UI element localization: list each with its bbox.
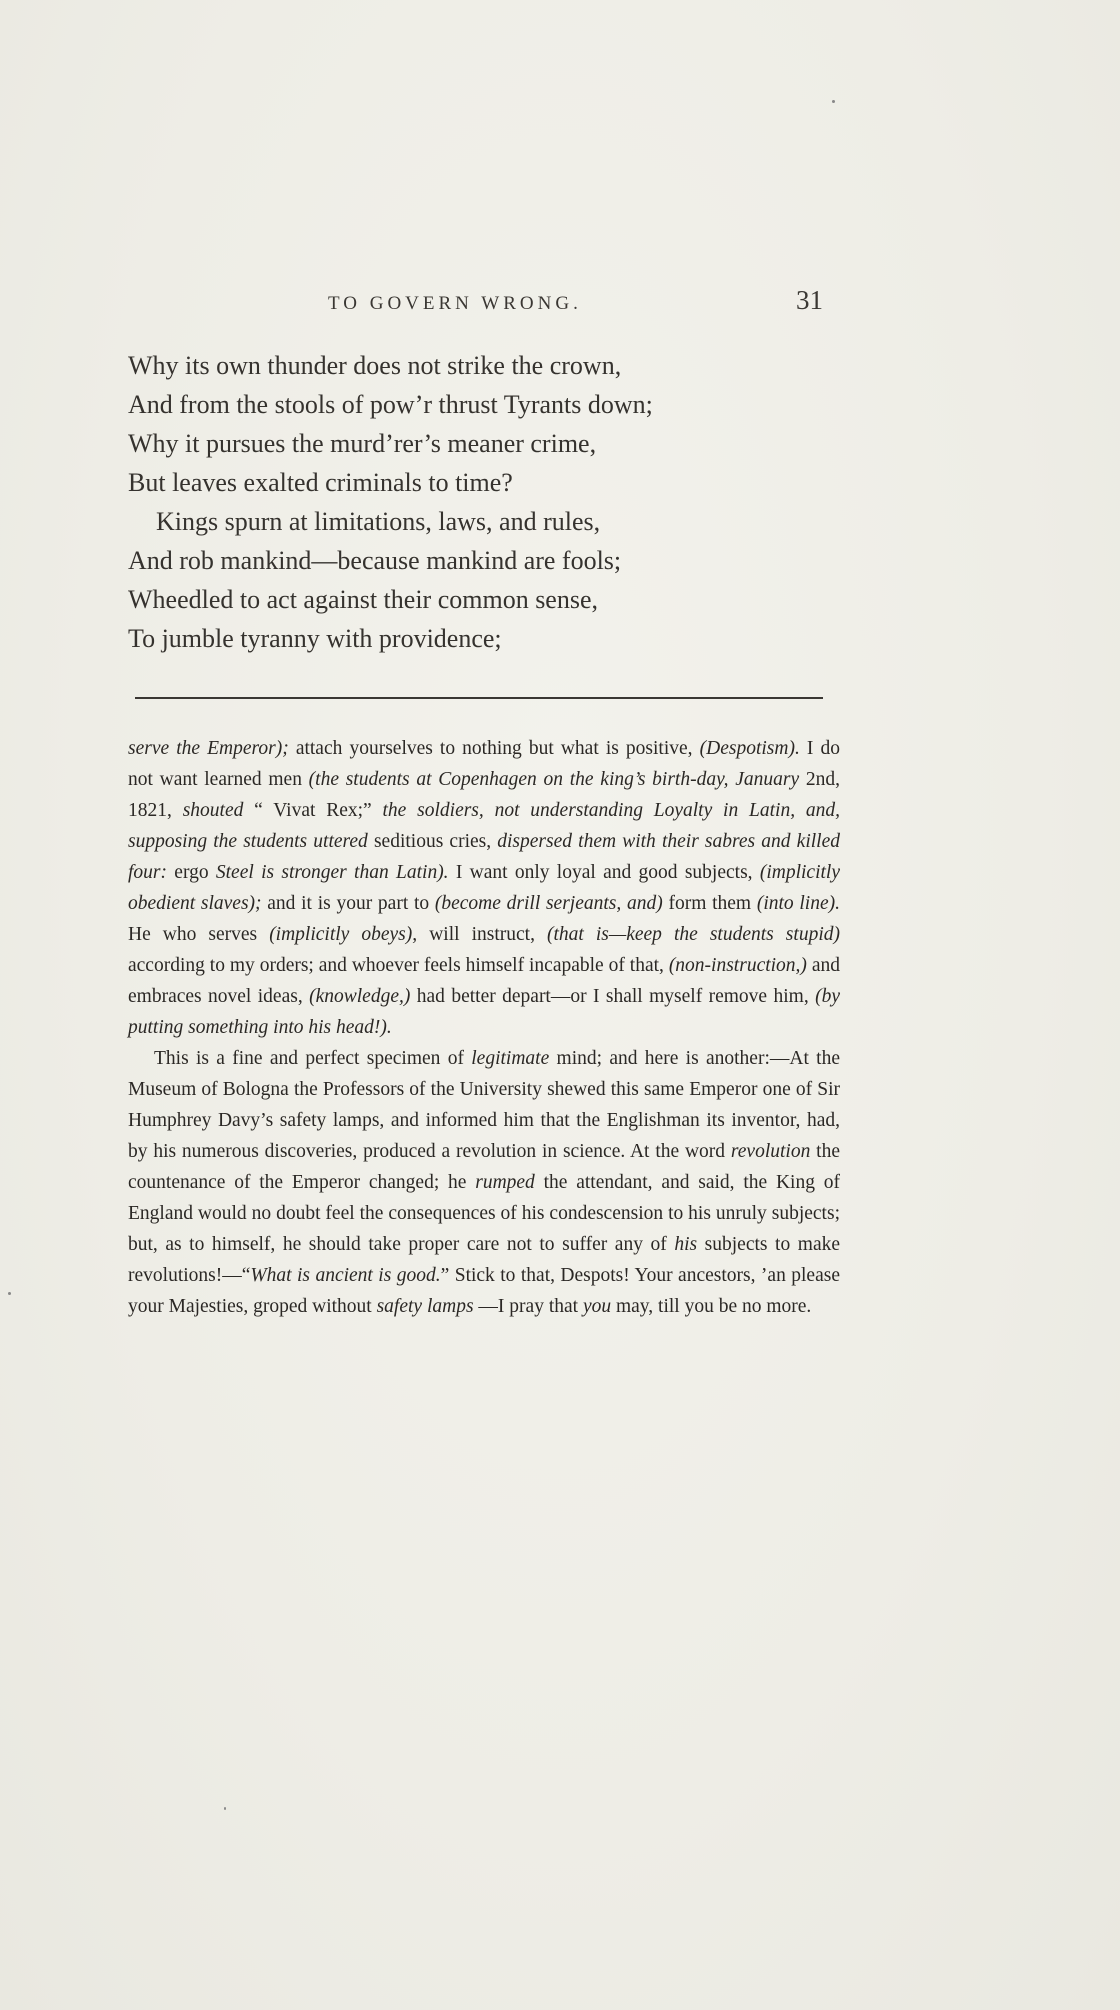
footnote-run: his <box>674 1234 698 1255</box>
footnote-run: the soldiers, not understanding Loyalty in Latin, and, supposing the students uttered <box>128 800 840 852</box>
verse-line: And rob mankind—because mankind are fools; <box>128 546 622 575</box>
footnote-run: legitimate <box>471 1048 550 1069</box>
verse-line: Wheedled to act against their common sense, <box>128 585 599 614</box>
footnote-run: (Despotism). <box>699 738 800 759</box>
scan-speck <box>224 1807 226 1810</box>
footnote-run: (knowledge,) <box>309 986 411 1007</box>
verse-block <box>128 346 848 658</box>
footnote-run: 2nd, 1821, <box>128 769 841 821</box>
footnote-run: had better depart—or I shall myself remove him, <box>410 986 816 1007</box>
footnote-run: “ Vivat Rex;” <box>243 800 383 821</box>
footnote-run: will instruct, <box>417 924 547 945</box>
footnote-run: the countenance of the Emperor changed; he <box>128 1141 840 1193</box>
verse-line: To jumble tyranny with providence; <box>128 624 502 653</box>
footnote-paragraph-2 <box>128 1043 840 1322</box>
footnote-run: may, till you be no more. <box>611 1296 812 1317</box>
footnote-run: (the students at Copenhagen on the king’s birth-day, January <box>308 769 800 790</box>
footnote-run: revolution <box>730 1141 811 1162</box>
footnote-run: I do not want learned men <box>128 738 841 790</box>
verse-line: Why its own thunder does not strike the crown, <box>128 351 622 380</box>
footnote-run: He who serves <box>128 924 270 945</box>
footnote-run: form them <box>662 893 757 914</box>
footnote-run: This is a fine and perfect specimen of <box>154 1048 472 1069</box>
footnote-run: —I pray that <box>473 1296 583 1317</box>
scan-speck <box>832 100 835 103</box>
footnote-run: (become drill serjeants, and) <box>434 893 663 914</box>
footnote-run: the attendant, and said, the King of England would no doubt feel the consequences of his condescension to his unruly subjects; but, as to himself, he should take proper care not to suffer any of <box>128 1172 840 1255</box>
footnote-run: (non-instruction,) <box>668 955 807 976</box>
page-header <box>128 285 823 325</box>
footnote-run: (by putting something into his head!). <box>128 986 841 1038</box>
footnote-run: and it is your part to <box>261 893 435 914</box>
verse-line: Why it pursues the murd’rer’s meaner crime, <box>128 429 597 458</box>
footnote-run: serve the Emperor); <box>128 738 289 759</box>
footnote-run: ” Stick to that, Despots! Your ancestors, ’an please your Majesties, groped without <box>128 1265 840 1317</box>
running-head: TO GOVERN WRONG. <box>328 293 582 314</box>
footnote-run: according to my orders; and whoever feels himself incapable of that, <box>128 955 669 976</box>
footnote-run: rumped <box>475 1172 535 1193</box>
footnote-paragraph-1 <box>128 733 840 1043</box>
page-number: 31 <box>796 285 823 315</box>
verse-line: Kings spurn at limitations, laws, and rules, <box>156 507 601 536</box>
verse-line: And from the stools of pow’r thrust Tyrants down; <box>128 390 653 419</box>
footnote-run: safety lamps <box>376 1296 474 1317</box>
footnote-run: and embraces novel ideas, <box>128 955 840 1007</box>
footnote-run: ergo <box>167 862 216 883</box>
footnote-run: What is ancient is good. <box>250 1265 441 1286</box>
footnote-block <box>128 733 840 1322</box>
footnote-run: (that is—keep the students stupid) <box>547 924 840 945</box>
footnote-run: attach yourselves to nothing but what is positive, <box>288 738 700 759</box>
footnote-run: shouted <box>182 800 244 821</box>
footnote-divider <box>135 697 823 699</box>
footnote-run: dispersed them with their sabres and killed four: <box>128 831 840 883</box>
footnote-run: I want only loyal and good subjects, <box>448 862 760 883</box>
scan-speck <box>8 1292 11 1295</box>
footnote-run: (into line). <box>756 893 840 914</box>
verse-line: But leaves exalted criminals to time? <box>128 468 513 497</box>
footnote-run: mind; and here is another:—At the Museum of Bologna the Professors of the University shewed this same Emperor one of Sir Humphrey Davy’s safety lamps, and informed him that the Englishman its inventor, had, by his numerous discoveries, produced a revolution in science. At the word <box>128 1048 840 1162</box>
footnote-run: subjects to make revolutions!—“ <box>128 1234 841 1286</box>
footnote-run: (implicitly obeys), <box>269 924 418 945</box>
footnote-run: you <box>582 1296 612 1317</box>
footnote-run: (implicitly obedient slaves); <box>128 862 840 914</box>
footnote-run: Steel is stronger than Latin). <box>215 862 449 883</box>
footnote-run: seditious cries, <box>367 831 498 852</box>
